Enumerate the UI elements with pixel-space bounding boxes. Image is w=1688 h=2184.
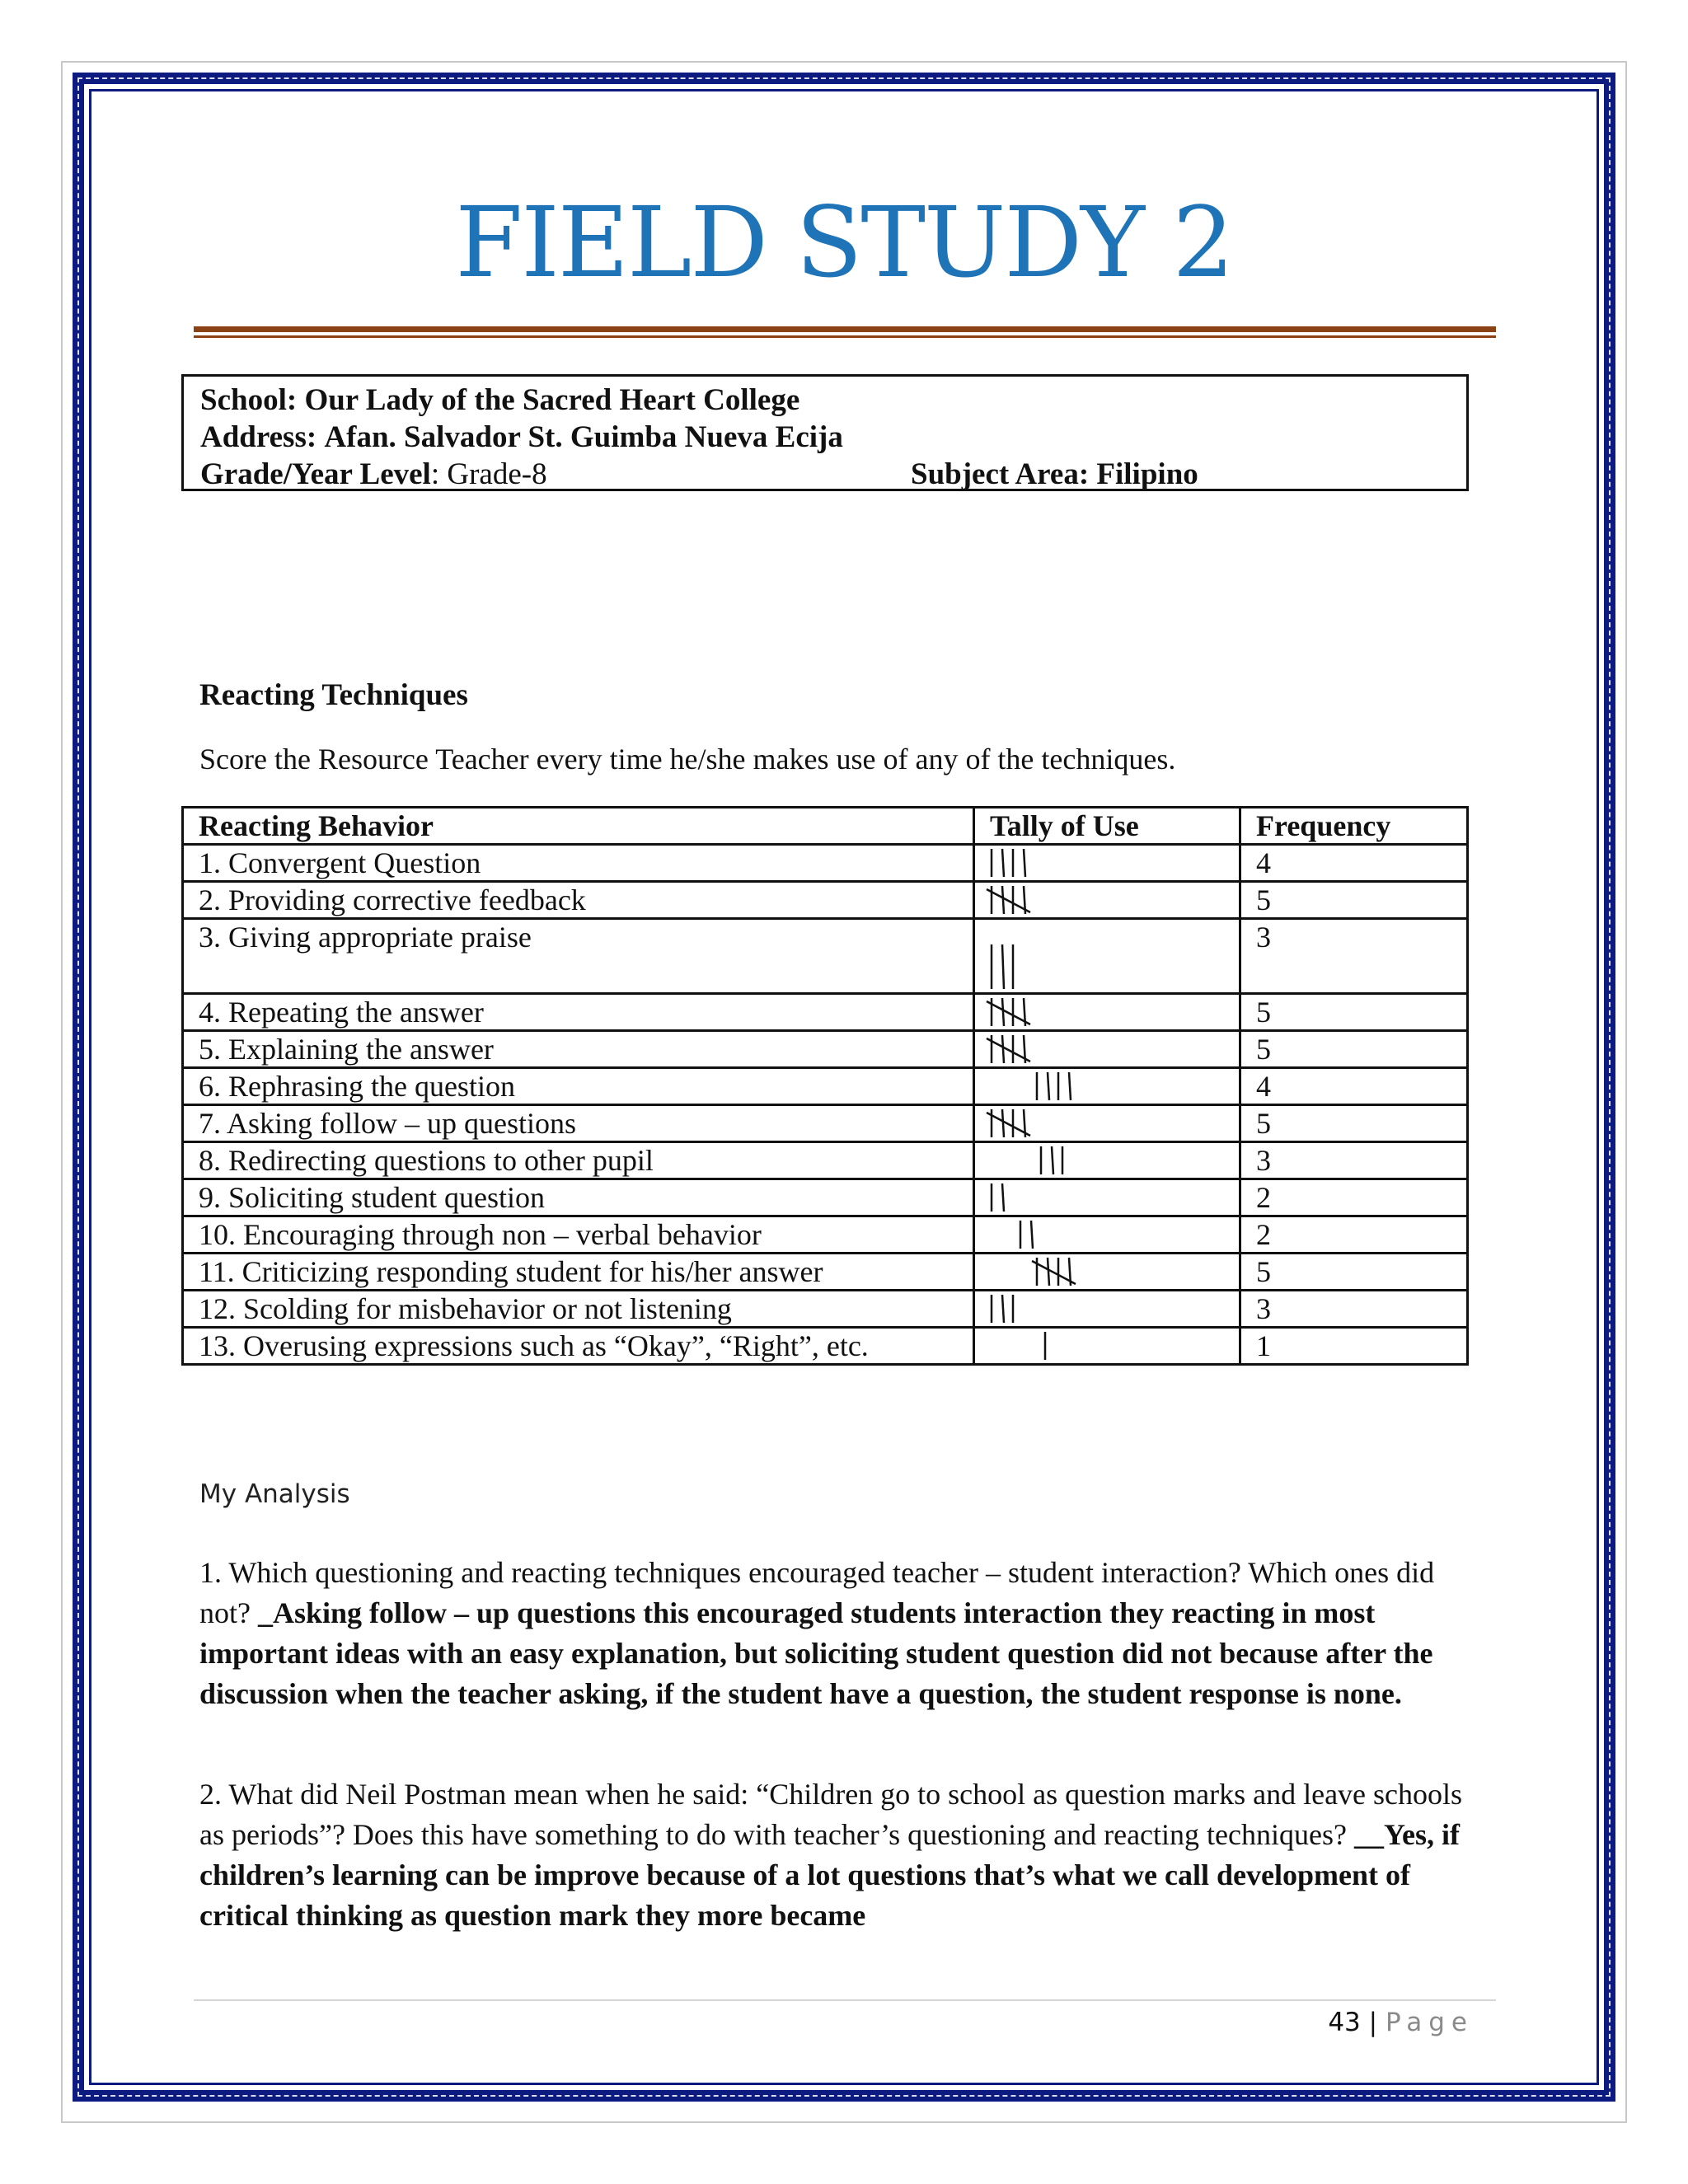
school-value: Our Lady of the Sacred Heart College	[304, 383, 800, 417]
table-row	[183, 1105, 1468, 1142]
school-info-box	[181, 374, 1469, 491]
answer-1-text: _Asking follow – up questions this encouraged students interaction they reacting in most important ideas with an easy explanation, but soliciting student question did not because after the discussion when the teacher asking, if the student have a question, the student response is none.	[199, 1596, 1433, 1710]
frequency-cell: 4	[1240, 1068, 1468, 1105]
header-frequency: Frequency	[1240, 808, 1468, 845]
instruction-text: Score the Resource Teacher every time he/she makes use of any of the techniques.	[199, 743, 1176, 776]
address-row	[200, 419, 1450, 456]
tally-cell	[974, 1179, 1240, 1216]
tally-marks	[975, 883, 1206, 917]
tally-marks	[975, 1143, 1206, 1178]
table-row	[183, 1142, 1468, 1179]
school-label: School:	[200, 383, 298, 417]
tally-marks	[975, 1069, 1206, 1104]
tally-stroke	[1002, 1183, 1004, 1212]
tally-marks	[975, 1106, 1206, 1141]
frame-guide-left	[61, 61, 63, 2123]
title-rule	[194, 326, 1496, 332]
behavior-cell: 2. Providing corrective feedback	[183, 882, 974, 919]
tally-marks	[975, 1254, 1206, 1289]
analysis-question-1	[199, 1553, 1485, 1714]
frequency-cell: 5	[1240, 1031, 1468, 1068]
table-row	[183, 1179, 1468, 1216]
question-2-text: 2. What did Neil Postman mean when he said: “Children go to school as question marks and leave schools as periods”? Does this have something to do with teacher’s questioning and reacting techniques?	[199, 1778, 1463, 1851]
frequency-cell: 2	[1240, 1216, 1468, 1254]
behavior-cell: 13. Overusing expressions such as “Okay”, “Right”, etc.	[183, 1328, 974, 1365]
tally-marks	[975, 920, 1206, 992]
page-footer	[1328, 2008, 1474, 2037]
question-1-text: 1. Which questioning and reacting techniques encouraged teacher – student interaction? Which ones did not?	[199, 1556, 1435, 1629]
tally-cell	[974, 1254, 1240, 1291]
frequency-cell: 2	[1240, 1179, 1468, 1216]
frame-guide-bottom	[61, 2121, 1627, 2123]
tally-marks	[975, 1291, 1206, 1326]
answer-2-text: __Yes, if children’s learning can be improve because of a lot questions that’s what we call development of critical thinking as question mark they more became	[199, 1818, 1460, 1932]
behavior-cell: 8. Redirecting questions to other pupil	[183, 1142, 974, 1179]
page-title: FIELD STUDY 2	[455, 185, 1233, 299]
grade-label: Grade/Year Level	[200, 457, 431, 491]
frequency-cell: 5	[1240, 882, 1468, 919]
table-row	[183, 1254, 1468, 1291]
table-body	[183, 845, 1468, 1365]
tally-stroke	[1048, 1072, 1049, 1100]
tally-stroke	[1024, 849, 1025, 877]
address-label: Address:	[200, 420, 317, 454]
table-row	[183, 1328, 1468, 1365]
behavior-cell: 11. Criticizing responding student for his/her answer	[183, 1254, 974, 1291]
table-row	[183, 1216, 1468, 1254]
tally-stroke	[1069, 1072, 1071, 1100]
tally-marks	[975, 1032, 1206, 1066]
tally-stroke	[1002, 1109, 1004, 1137]
analysis-question-2	[199, 1774, 1485, 1936]
table-header-row	[183, 808, 1468, 845]
frame-guide-right	[1625, 61, 1627, 2123]
title-rule-thin	[194, 335, 1496, 338]
tally-cell	[974, 1328, 1240, 1365]
table-row	[183, 1031, 1468, 1068]
analysis-title: My Analysis	[199, 1479, 350, 1509]
tally-stroke	[1048, 1258, 1049, 1286]
frequency-cell: 3	[1240, 1291, 1468, 1328]
address-value: Afan. Salvador St. Guimba Nueva Ecija	[324, 420, 843, 454]
grade-value: : Grade-8	[430, 457, 547, 491]
table-row	[183, 919, 1468, 994]
table-row	[183, 845, 1468, 882]
tally-stroke	[1002, 886, 1004, 914]
tally-stroke	[1052, 1146, 1053, 1174]
grade-row	[200, 456, 1450, 493]
frequency-cell: 5	[1240, 994, 1468, 1031]
header-behavior: Reacting Behavior	[183, 808, 974, 845]
tally-stroke	[1002, 849, 1004, 877]
tally-stroke	[1002, 998, 1004, 1026]
table-row	[183, 994, 1468, 1031]
tally-marks	[975, 1329, 1206, 1363]
tally-cell	[974, 1142, 1240, 1179]
page-separator: |	[1360, 2008, 1386, 2037]
tally-marks	[975, 846, 1206, 880]
tally-stroke	[1031, 1221, 1033, 1249]
subject-area: Subject Area: Filipino	[911, 457, 1198, 491]
tally-marks	[975, 995, 1206, 1029]
tally-cell	[974, 1068, 1240, 1105]
tally-cell	[974, 845, 1240, 882]
frequency-cell: 4	[1240, 845, 1468, 882]
section-heading: Reacting Techniques	[199, 678, 468, 712]
table-row	[183, 1068, 1468, 1105]
behavior-cell: 12. Scolding for misbehavior or not listening	[183, 1291, 974, 1328]
tally-stroke	[1002, 1295, 1004, 1323]
behavior-cell: 7. Asking follow – up questions	[183, 1105, 974, 1142]
behavior-cell: 4. Repeating the answer	[183, 994, 974, 1031]
frequency-cell: 3	[1240, 1142, 1468, 1179]
tally-cell	[974, 882, 1240, 919]
tally-cell	[974, 1291, 1240, 1328]
page-word: Page	[1385, 2008, 1474, 2037]
school-row	[200, 382, 1450, 419]
tally-stroke	[1002, 1035, 1004, 1063]
footer-rule	[194, 1999, 1496, 2001]
frequency-cell: 5	[1240, 1254, 1468, 1291]
frequency-cell: 1	[1240, 1328, 1468, 1365]
frequency-cell: 3	[1240, 919, 1468, 994]
behavior-cell: 3. Giving appropriate praise	[183, 919, 974, 994]
behavior-cell: 5. Explaining the answer	[183, 1031, 974, 1068]
behavior-cell: 6. Rephrasing the question	[183, 1068, 974, 1105]
tally-marks	[975, 1217, 1206, 1252]
tally-cell	[974, 994, 1240, 1031]
tally-cell	[974, 1031, 1240, 1068]
behavior-cell: 1. Convergent Question	[183, 845, 974, 882]
page-number: 43	[1328, 2008, 1361, 2037]
tally-cell	[974, 1105, 1240, 1142]
table-row	[183, 882, 1468, 919]
frame-guide-top	[61, 61, 1627, 63]
table-row	[183, 1291, 1468, 1328]
tally-cell	[974, 1216, 1240, 1254]
tally-marks	[975, 1180, 1206, 1215]
tally-stroke	[1002, 944, 1004, 989]
reacting-techniques-table	[181, 806, 1469, 1366]
header-tally: Tally of Use	[974, 808, 1240, 845]
behavior-cell: 9. Soliciting student question	[183, 1179, 974, 1216]
frequency-cell: 5	[1240, 1105, 1468, 1142]
tally-cell	[974, 919, 1240, 994]
behavior-cell: 10. Encouraging through non – verbal behavior	[183, 1216, 974, 1254]
